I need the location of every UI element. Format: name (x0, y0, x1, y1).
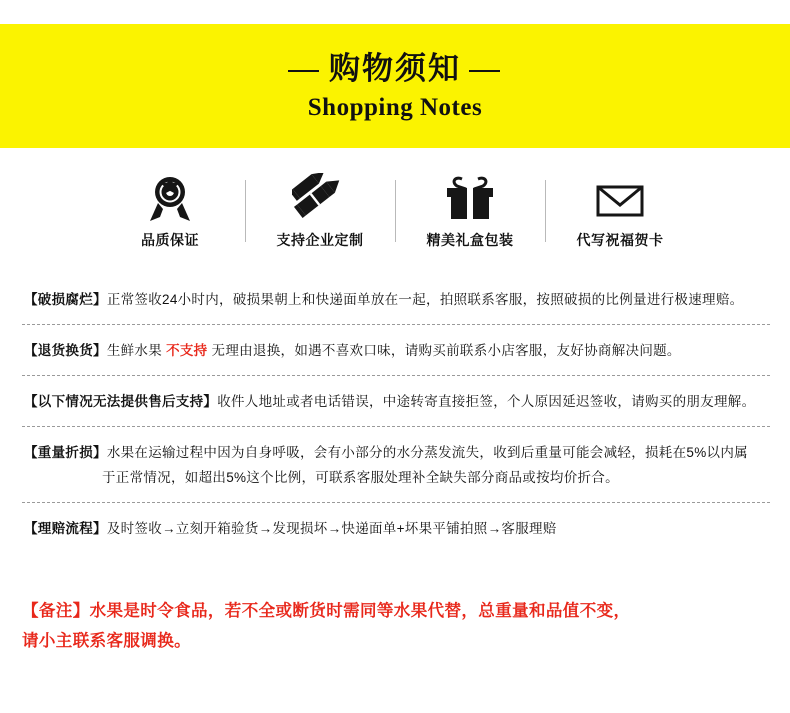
header-banner (0, 24, 790, 148)
remark-line2: 请小主联系客服调换。 (22, 632, 191, 650)
banner-title-text: 购物须知 (329, 51, 461, 87)
feature-label: 品质保证 (141, 232, 199, 248)
note-tag: 【重量折损】 (24, 445, 107, 460)
note-text: 正常签收24小时内，破损果朝上和快递面单放在一起，拍照联系客服，按照破损的比例量进行极速理赔。 (106, 292, 744, 307)
note-tag: 【退货换货】 (24, 343, 107, 358)
note-tag: 【破损腐烂】 (24, 292, 107, 307)
envelope-card-icon (592, 172, 648, 224)
feature-greeting-card (545, 172, 695, 250)
notes-list (22, 274, 770, 553)
note-tag: 【理赔流程】 (24, 521, 107, 536)
note-text: 收件人地址或者电话错误，中途转寄直接拒签，个人原因延迟签收，请购买的朋友理解。 (217, 394, 756, 409)
dash-left: — (288, 51, 321, 87)
note-text-after: 无理由退换，如遇不喜欢口味，请购买前联系小店客服，友好协商解决问题。 (207, 343, 681, 358)
feature-row (95, 172, 695, 262)
banner-title-en: Shopping Notes (307, 93, 483, 121)
feature-quality (95, 172, 245, 250)
quality-badge-icon (147, 172, 193, 224)
note-text: 及时签收→立刻开箱验货→发现损坏→快递面单+坏果平铺拍照→客服理赔 (106, 521, 557, 536)
note-text-before: 生鲜水果 (106, 343, 167, 358)
remark-block (22, 596, 770, 656)
remark-tag: 【备注】 (22, 602, 90, 620)
remark-line1: 水果是时令食品，若不全或断货时需同等水果代替，总重量和品值不变， (89, 602, 631, 620)
pencil-customize-icon (292, 172, 348, 224)
gift-box-icon (442, 172, 498, 224)
feature-gift-package (395, 172, 545, 250)
note-row (22, 427, 770, 503)
note-row (22, 503, 770, 553)
note-highlight: 不支持 (166, 343, 208, 358)
feature-label: 精美礼盒包装 (426, 232, 514, 248)
note-row (22, 376, 770, 427)
banner-title-cn (280, 50, 510, 87)
feature-label: 支持企业定制 (276, 232, 364, 248)
feature-customize (245, 172, 395, 250)
note-text: 水果在运输过程中因为自身呼吸，会有小部分的水分蒸发流失，收到后重量可能会减轻，损耗在5%以内属 (106, 445, 748, 460)
note-tag: 【以下情况无法提供售后支持】 (24, 394, 218, 409)
note-text-line2: 于正常情况，如超出5%这个比例，可联系客服处理补全缺失部分商品或按均价折合。 (102, 470, 619, 485)
feature-label: 代写祝福贺卡 (576, 232, 664, 248)
dash-right: — (469, 51, 502, 87)
note-row (22, 274, 770, 325)
note-row (22, 325, 770, 376)
